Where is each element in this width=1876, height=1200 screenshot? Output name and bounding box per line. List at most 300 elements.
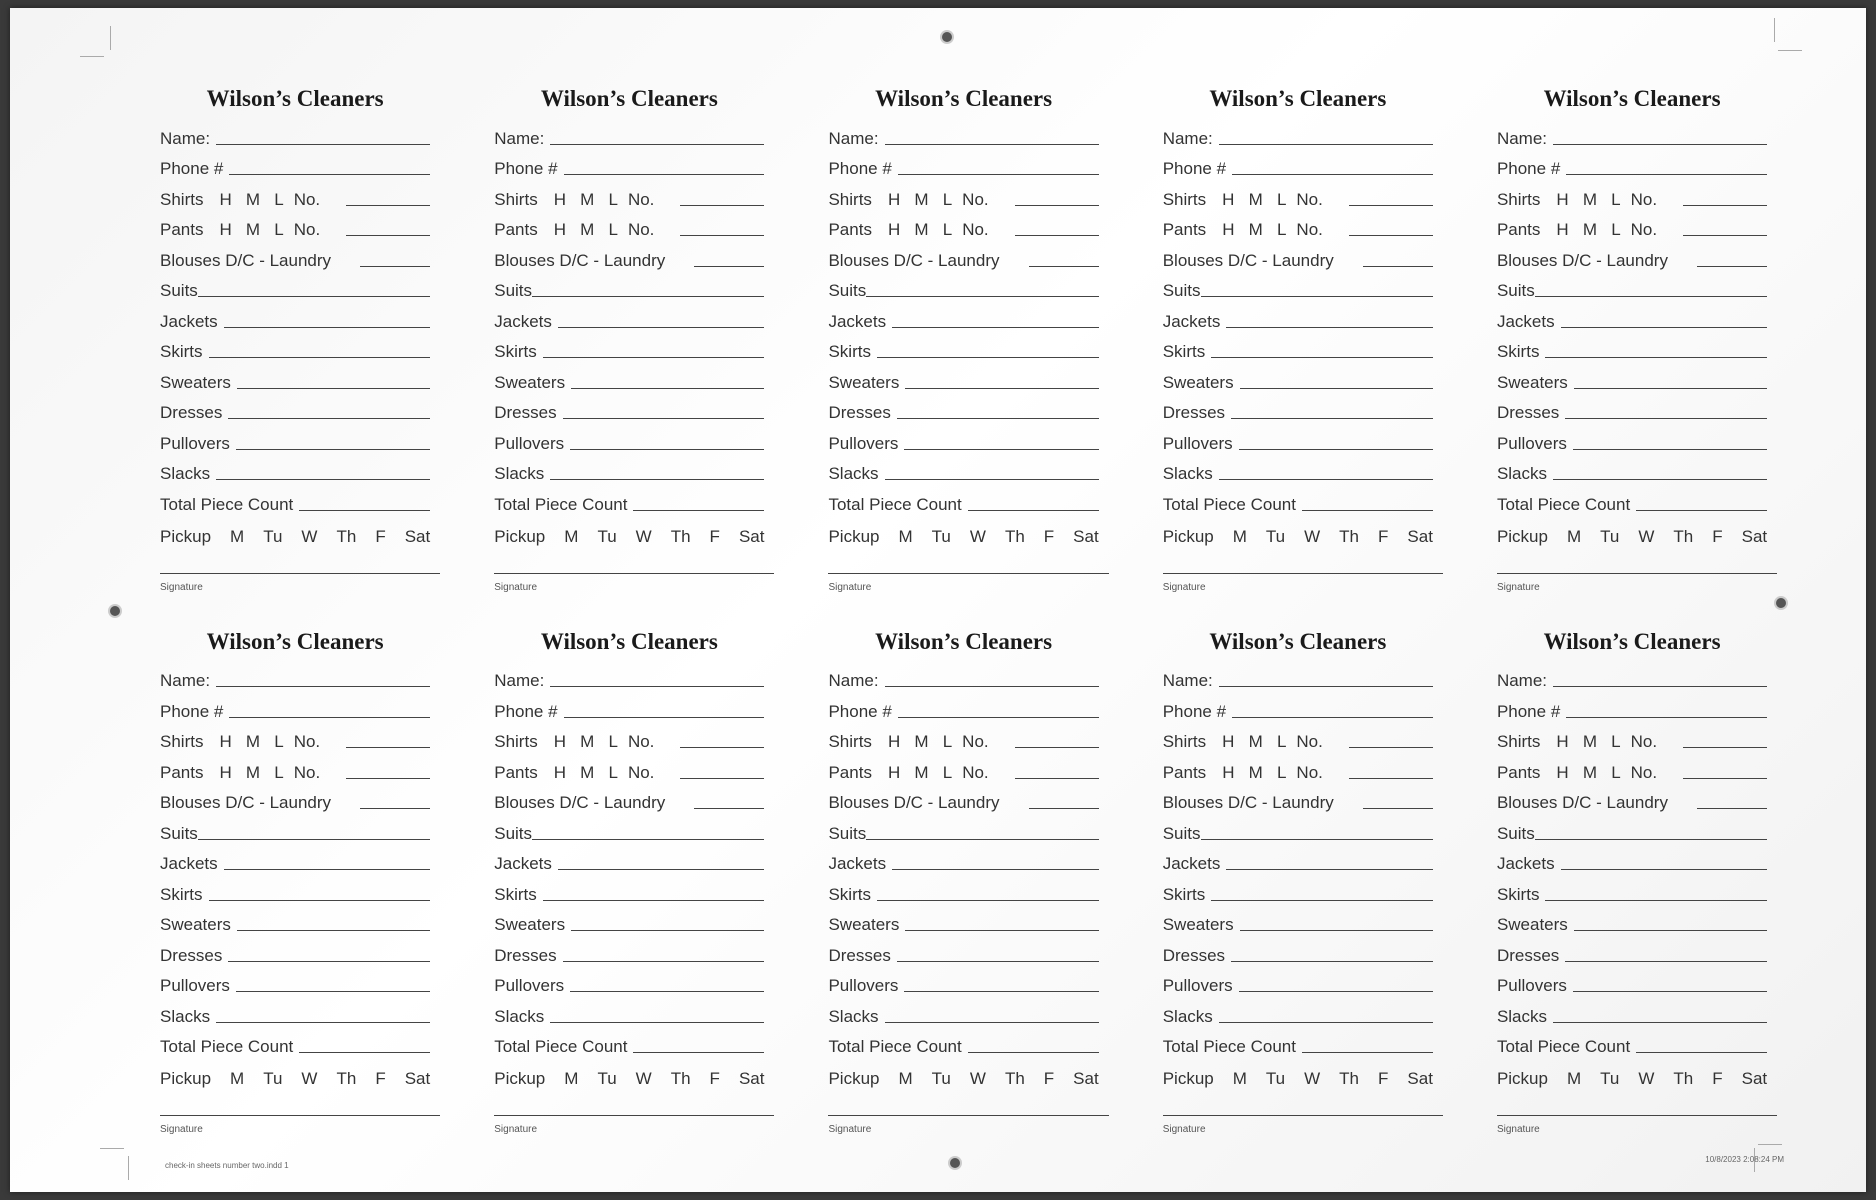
blouses-label: Blouses D/C - Laundry	[1162, 793, 1334, 812]
phone-input-line[interactable]	[1566, 717, 1767, 718]
total-count-line[interactable]	[1302, 510, 1433, 511]
pickup-day-tue[interactable]: Tu	[597, 1069, 617, 1088]
pants-label: Pants	[494, 762, 538, 782]
pants-label: Pants	[494, 220, 538, 239]
sweaters-count-line[interactable]	[571, 930, 764, 931]
dresses-field	[160, 935, 430, 966]
blouses-field	[160, 240, 430, 271]
signature-line[interactable]	[160, 573, 440, 574]
slacks-count-line[interactable]	[550, 1022, 764, 1023]
pants-count-line[interactable]	[680, 778, 764, 779]
total-count-line[interactable]	[633, 1052, 764, 1053]
pickup-day-tue[interactable]: Tu	[931, 526, 951, 546]
name-field	[828, 118, 1098, 149]
jackets-count-line[interactable]	[1226, 327, 1433, 328]
phone-input-line[interactable]	[564, 174, 765, 175]
skirts-count-line[interactable]	[1545, 900, 1767, 901]
pickup-day-fri[interactable]: F	[1712, 1069, 1723, 1088]
pickup-day-mon[interactable]: M	[1566, 526, 1582, 546]
pickup-day-sat[interactable]: Sat	[738, 526, 765, 546]
shirts-count-line[interactable]	[1683, 747, 1767, 748]
total-count-line[interactable]	[968, 510, 1099, 511]
crop-mark	[1758, 1144, 1782, 1145]
jackets-count-line[interactable]	[1226, 869, 1433, 870]
blouses-label: Blouses D/C - Laundry	[1496, 250, 1668, 270]
skirts-label: Skirts	[160, 342, 203, 361]
skirts-count-line[interactable]	[543, 357, 765, 358]
pants-size-options: H M L	[1222, 762, 1287, 782]
jackets-count-line[interactable]	[224, 869, 431, 870]
pickup-day-thu[interactable]: Th	[1673, 526, 1694, 546]
shirts-count-line[interactable]	[346, 747, 430, 748]
shirts-size-options: H M L	[1222, 189, 1287, 209]
dresses-field	[160, 393, 430, 424]
blouses-count-line[interactable]	[360, 266, 430, 267]
phone-input-line[interactable]	[1566, 174, 1767, 175]
suits-count-line[interactable]	[198, 839, 430, 840]
pickup-day-wed[interactable]: W	[969, 526, 986, 546]
pickup-day-wed[interactable]: W	[1304, 1069, 1321, 1088]
pants-field	[160, 752, 430, 783]
sweaters-label: Sweaters	[828, 372, 900, 392]
signature-line[interactable]	[828, 1115, 1108, 1116]
pants-count-line[interactable]	[346, 778, 430, 779]
pickup-day-tue[interactable]: Tu	[263, 1069, 283, 1088]
dresses-count-line[interactable]	[1565, 418, 1767, 419]
suits-count-line[interactable]	[1535, 296, 1767, 297]
ticket-title: Wilson’s Cleaners	[1209, 628, 1387, 654]
total-count-line[interactable]	[968, 1052, 1099, 1053]
ticket-title: Wilson’s Cleaners	[206, 628, 384, 654]
dresses-count-line[interactable]	[1231, 961, 1433, 962]
phone-input-line[interactable]	[898, 174, 1099, 175]
pickup-day-thu[interactable]: Th	[1004, 1069, 1025, 1088]
pickup-day-thu[interactable]: Th	[670, 1069, 691, 1088]
skirts-field	[494, 332, 764, 363]
phone-input-line[interactable]	[229, 174, 430, 175]
pants-field	[1163, 752, 1433, 783]
total-count-line[interactable]	[633, 510, 764, 511]
dresses-label: Dresses	[1162, 945, 1226, 965]
skirts-count-line[interactable]	[1211, 357, 1433, 358]
pickup-day-wed[interactable]: W	[301, 1069, 318, 1088]
name-input-line[interactable]	[1219, 144, 1433, 145]
sweaters-count-line[interactable]	[571, 388, 764, 389]
skirts-count-line[interactable]	[1211, 900, 1433, 901]
pickup-day-fri[interactable]: F	[1712, 526, 1723, 546]
suits-count-line[interactable]	[1535, 839, 1767, 840]
shirts-size-options: H M L	[1556, 189, 1621, 209]
pickup-label: Pickup	[1496, 526, 1548, 546]
slacks-label: Slacks	[828, 1006, 879, 1026]
pickup-label: Pickup	[828, 526, 880, 546]
pants-count-line[interactable]	[346, 235, 430, 236]
dresses-count-line[interactable]	[897, 418, 1099, 419]
phone-input-line[interactable]	[229, 717, 430, 718]
pickup-row	[828, 1057, 1098, 1089]
pullovers-count-line[interactable]	[570, 449, 764, 450]
shirts-count-line[interactable]	[1683, 205, 1767, 206]
sweaters-label: Sweaters	[1496, 372, 1568, 392]
slacks-label: Slacks	[160, 1006, 211, 1026]
pants-size-options: H M L	[219, 220, 284, 239]
pickup-day-thu[interactable]: Th	[1004, 526, 1025, 546]
slacks-count-line[interactable]	[885, 1022, 1099, 1023]
pickup-label: Pickup	[1162, 1069, 1214, 1088]
sweaters-count-line[interactable]	[1240, 388, 1433, 389]
dresses-label: Dresses	[1496, 945, 1560, 965]
name-input-line[interactable]	[1553, 686, 1767, 687]
dresses-label: Dresses	[1162, 403, 1226, 422]
total-count-line[interactable]	[299, 510, 430, 511]
pickup-day-fri[interactable]: F	[1043, 1069, 1055, 1088]
pickup-day-sat[interactable]: Sat	[1741, 1069, 1768, 1088]
signature-line[interactable]	[1163, 573, 1443, 574]
pickup-label: Pickup	[1162, 526, 1214, 546]
suits-count-line[interactable]	[532, 839, 764, 840]
pullovers-count-line[interactable]	[236, 449, 430, 450]
phone-field	[1163, 149, 1433, 180]
dresses-label: Dresses	[494, 403, 557, 422]
sweaters-field	[494, 362, 764, 393]
dresses-count-line[interactable]	[563, 418, 765, 419]
shirts-count-line[interactable]	[1015, 747, 1099, 748]
pickup-day-fri[interactable]: F	[1043, 526, 1055, 546]
total-count-line[interactable]	[1636, 510, 1767, 511]
sweaters-label: Sweaters	[1162, 915, 1234, 934]
pickup-day-mon[interactable]: M	[1232, 1069, 1247, 1088]
sweaters-count-line[interactable]	[237, 930, 430, 931]
skirts-count-line[interactable]	[209, 900, 431, 901]
shirts-count-line[interactable]	[1349, 205, 1433, 206]
pickup-day-wed[interactable]: W	[635, 1069, 652, 1088]
slacks-count-line[interactable]	[216, 479, 430, 480]
suits-count-line[interactable]	[532, 296, 764, 297]
blouses-count-line[interactable]	[694, 266, 764, 267]
pickup-day-thu[interactable]: Th	[1339, 526, 1360, 546]
pickup-day-mon[interactable]: M	[230, 1069, 245, 1088]
phone-field	[494, 691, 764, 722]
pickup-day-mon[interactable]: M	[898, 526, 913, 546]
pickup-label: Pickup	[1496, 1069, 1548, 1088]
suits-field	[1497, 813, 1767, 844]
sweaters-count-line[interactable]	[905, 930, 1098, 931]
skirts-count-line[interactable]	[877, 357, 1099, 358]
pullovers-count-line[interactable]	[1573, 991, 1767, 992]
pickup-day-wed[interactable]: W	[301, 526, 318, 546]
blouses-label: Blouses D/C - Laundry	[828, 250, 1000, 270]
signature-line[interactable]	[1497, 1115, 1777, 1116]
file-slug: check-in sheets number two.indd 1	[165, 1161, 289, 1170]
pickup-day-thu[interactable]: Th	[336, 526, 357, 546]
phone-input-line[interactable]	[564, 717, 765, 718]
slacks-count-line[interactable]	[1219, 479, 1433, 480]
pants-count-line[interactable]	[1015, 778, 1099, 779]
skirts-count-line[interactable]	[543, 900, 765, 901]
signature-line[interactable]	[494, 573, 774, 574]
suits-count-line[interactable]	[198, 296, 430, 297]
suits-label: Suits	[828, 281, 867, 300]
slacks-label: Slacks	[1496, 1006, 1548, 1026]
shirts-label: Shirts	[828, 732, 872, 751]
skirts-count-line[interactable]	[877, 900, 1099, 901]
pickup-day-tue[interactable]: Tu	[263, 526, 283, 546]
pickup-day-wed[interactable]: W	[1304, 526, 1321, 546]
shirts-field	[1497, 179, 1767, 210]
sweaters-count-line[interactable]	[1240, 930, 1433, 931]
blouses-count-line[interactable]	[360, 808, 430, 809]
shirts-no-label: No.	[1630, 189, 1658, 209]
pickup-day-tue[interactable]: Tu	[1265, 1069, 1286, 1088]
sweaters-count-line[interactable]	[905, 388, 1098, 389]
crop-mark	[110, 26, 111, 50]
shirts-field	[160, 722, 430, 753]
slacks-count-line[interactable]	[216, 1022, 430, 1023]
dresses-field	[1497, 393, 1767, 424]
shirts-count-line[interactable]	[680, 205, 764, 206]
shirts-label: Shirts	[1496, 732, 1541, 751]
pullovers-count-line[interactable]	[904, 449, 1098, 450]
pullovers-count-line[interactable]	[1573, 449, 1767, 450]
pickup-day-fri[interactable]: F	[709, 526, 720, 546]
blouses-count-line[interactable]	[1697, 266, 1767, 267]
registration-hole-right	[1776, 598, 1786, 608]
blouses-count-line[interactable]	[1697, 808, 1767, 809]
pickup-day-fri[interactable]: F	[1378, 526, 1389, 546]
dresses-count-line[interactable]	[1231, 418, 1433, 419]
pants-field	[1163, 210, 1433, 241]
jackets-count-line[interactable]	[1561, 869, 1768, 870]
signature-line[interactable]	[1497, 573, 1777, 574]
pants-size-options: H M L	[1556, 220, 1621, 239]
pickup-day-mon[interactable]: M	[898, 1069, 913, 1088]
pullovers-field	[160, 966, 430, 997]
pants-count-line[interactable]	[680, 235, 764, 236]
blouses-count-line[interactable]	[1363, 266, 1433, 267]
name-field	[1163, 118, 1433, 149]
pickup-day-thu[interactable]: Th	[1673, 1069, 1694, 1088]
sweaters-count-line[interactable]	[1574, 388, 1767, 389]
pickup-day-wed[interactable]: W	[635, 526, 652, 546]
pickup-day-tue[interactable]: Tu	[1600, 526, 1620, 546]
blouses-count-line[interactable]	[694, 808, 764, 809]
blouses-count-line[interactable]	[1363, 808, 1433, 809]
jackets-count-line[interactable]	[892, 327, 1099, 328]
ticket-title: Wilson’s Cleaners	[875, 86, 1053, 111]
shirts-no-label: No.	[293, 732, 321, 751]
name-input-line[interactable]	[216, 144, 430, 145]
pullovers-count-line[interactable]	[904, 991, 1098, 992]
signature-line[interactable]	[494, 1115, 774, 1116]
phone-input-line[interactable]	[1232, 717, 1433, 718]
pickup-day-mon[interactable]: M	[564, 1069, 579, 1088]
jackets-label: Jackets	[160, 854, 218, 873]
pickup-day-tue[interactable]: Tu	[931, 1069, 951, 1088]
pickup-day-mon[interactable]: M	[564, 526, 579, 546]
check-in-ticket	[484, 611, 774, 1136]
name-input-line[interactable]	[216, 686, 430, 687]
jackets-label: Jackets	[1162, 311, 1221, 331]
pickup-row	[1163, 515, 1433, 547]
dresses-count-line[interactable]	[228, 961, 430, 962]
sweaters-count-line[interactable]	[1574, 930, 1767, 931]
pickup-day-mon[interactable]: M	[1566, 1069, 1582, 1088]
crop-mark	[1774, 18, 1775, 42]
pickup-label: Pickup	[494, 526, 546, 546]
pickup-day-thu[interactable]: Th	[670, 526, 691, 546]
pickup-day-sat[interactable]: Sat	[1073, 1069, 1099, 1088]
pickup-day-tue[interactable]: Tu	[1265, 526, 1286, 546]
pullovers-count-line[interactable]	[1239, 449, 1433, 450]
signature-line[interactable]	[828, 573, 1108, 574]
pullovers-count-line[interactable]	[236, 991, 430, 992]
pickup-day-fri[interactable]: F	[709, 1069, 720, 1088]
sweaters-label: Sweaters	[160, 915, 231, 934]
pickup-day-wed[interactable]: W	[969, 1069, 986, 1088]
blouses-label: Blouses D/C - Laundry	[160, 793, 332, 812]
pullovers-field	[494, 966, 764, 997]
pickup-day-fri[interactable]: F	[1378, 1069, 1389, 1088]
ticket-grid	[150, 68, 1770, 1135]
signature-label: Signature	[1496, 581, 1540, 593]
skirts-field	[828, 332, 1098, 363]
jackets-count-line[interactable]	[892, 869, 1099, 870]
jackets-label: Jackets	[828, 854, 887, 873]
pickup-day-sat[interactable]: Sat	[1407, 526, 1433, 546]
pickup-day-mon[interactable]: M	[1232, 526, 1247, 546]
jackets-count-line[interactable]	[558, 869, 765, 870]
skirts-label: Skirts	[1496, 342, 1540, 361]
pickup-day-fri[interactable]: F	[375, 1069, 386, 1088]
blouses-count-line[interactable]	[1029, 808, 1099, 809]
shirts-count-line[interactable]	[1015, 205, 1099, 206]
name-input-line[interactable]	[885, 144, 1099, 145]
signature-line[interactable]	[1163, 1115, 1443, 1116]
dresses-count-line[interactable]	[897, 961, 1099, 962]
pullovers-field	[1497, 423, 1767, 454]
blouses-field	[828, 783, 1098, 814]
shirts-count-line[interactable]	[346, 205, 430, 206]
slacks-label: Slacks	[494, 464, 545, 483]
shirts-count-line[interactable]	[680, 747, 764, 748]
dresses-field	[1163, 935, 1433, 966]
total-label: Total Piece Count	[828, 494, 962, 514]
pullovers-field	[1163, 423, 1433, 454]
jackets-count-line[interactable]	[224, 327, 431, 328]
pickup-day-sat[interactable]: Sat	[404, 1069, 431, 1088]
signature-label: Signature	[1496, 1124, 1540, 1135]
name-field	[1497, 118, 1767, 149]
pickup-day-wed[interactable]: W	[1638, 526, 1655, 546]
sweaters-count-line[interactable]	[237, 388, 430, 389]
jackets-count-line[interactable]	[558, 327, 765, 328]
dresses-count-line[interactable]	[563, 961, 765, 962]
pickup-day-sat[interactable]: Sat	[1073, 526, 1099, 546]
name-input-line[interactable]	[550, 686, 764, 687]
name-field	[160, 118, 430, 149]
name-input-line[interactable]	[550, 144, 764, 145]
pickup-day-wed[interactable]: W	[1638, 1069, 1655, 1088]
suits-count-line[interactable]	[1201, 839, 1433, 840]
pants-count-line[interactable]	[1349, 778, 1433, 779]
slacks-count-line[interactable]	[1219, 1022, 1433, 1023]
pickup-day-sat[interactable]: Sat	[404, 526, 431, 546]
slacks-count-line[interactable]	[1553, 1022, 1767, 1023]
pullovers-count-line[interactable]	[1239, 991, 1433, 992]
sweaters-label: Sweaters	[828, 915, 900, 934]
pickup-day-sat[interactable]: Sat	[1407, 1069, 1433, 1088]
blouses-count-line[interactable]	[1029, 266, 1099, 267]
check-in-ticket	[150, 611, 440, 1136]
blouses-field	[828, 240, 1098, 271]
pickup-day-mon[interactable]: M	[230, 526, 245, 546]
shirts-count-line[interactable]	[1349, 747, 1433, 748]
name-input-line[interactable]	[885, 686, 1099, 687]
phone-input-line[interactable]	[1232, 174, 1433, 175]
slacks-count-line[interactable]	[1553, 479, 1767, 480]
signature-line[interactable]	[160, 1115, 440, 1116]
pants-count-line[interactable]	[1015, 235, 1099, 236]
skirts-count-line[interactable]	[1545, 357, 1767, 358]
skirts-count-line[interactable]	[209, 357, 431, 358]
printed-sheet	[10, 8, 1866, 1192]
pickup-day-tue[interactable]: Tu	[597, 526, 617, 546]
suits-label: Suits	[828, 823, 867, 843]
pickup-day-tue[interactable]: Tu	[1600, 1069, 1620, 1088]
jackets-count-line[interactable]	[1561, 327, 1768, 328]
pants-field	[828, 210, 1098, 241]
name-label: Name:	[494, 128, 545, 148]
pullovers-count-line[interactable]	[570, 991, 764, 992]
suits-label: Suits	[1496, 823, 1535, 843]
pickup-day-fri[interactable]: F	[375, 526, 386, 546]
dresses-count-line[interactable]	[228, 418, 430, 419]
name-field	[1163, 661, 1433, 692]
total-count-line[interactable]	[1636, 1052, 1767, 1053]
pickup-day-sat[interactable]: Sat	[738, 1069, 765, 1088]
suits-count-line[interactable]	[866, 296, 1098, 297]
total-count-line[interactable]	[1302, 1052, 1433, 1053]
jackets-label: Jackets	[1162, 854, 1221, 873]
pickup-day-thu[interactable]: Th	[1339, 1069, 1360, 1088]
skirts-field	[1497, 874, 1767, 905]
slacks-count-line[interactable]	[885, 479, 1099, 480]
shirts-label: Shirts	[1496, 189, 1541, 209]
pullovers-field	[160, 423, 430, 454]
pickup-day-sat[interactable]: Sat	[1741, 526, 1768, 546]
pants-count-line[interactable]	[1683, 778, 1767, 779]
suits-count-line[interactable]	[866, 839, 1098, 840]
suits-count-line[interactable]	[1201, 296, 1433, 297]
total-count-line[interactable]	[299, 1052, 430, 1053]
skirts-label: Skirts	[494, 884, 537, 904]
check-in-ticket	[150, 68, 440, 593]
pants-count-line[interactable]	[1683, 235, 1767, 236]
phone-label: Phone #	[1496, 701, 1561, 721]
slacks-count-line[interactable]	[550, 479, 764, 480]
name-input-line[interactable]	[1219, 686, 1433, 687]
phone-label: Phone #	[1162, 159, 1227, 178]
name-input-line[interactable]	[1553, 144, 1767, 145]
dresses-label: Dresses	[1496, 403, 1560, 422]
pullovers-field	[828, 423, 1098, 454]
phone-input-line[interactable]	[898, 717, 1099, 718]
pickup-day-thu[interactable]: Th	[336, 1069, 357, 1088]
dresses-field	[828, 935, 1098, 966]
pants-count-line[interactable]	[1349, 235, 1433, 236]
jackets-field	[1163, 844, 1433, 875]
dresses-count-line[interactable]	[1565, 961, 1767, 962]
